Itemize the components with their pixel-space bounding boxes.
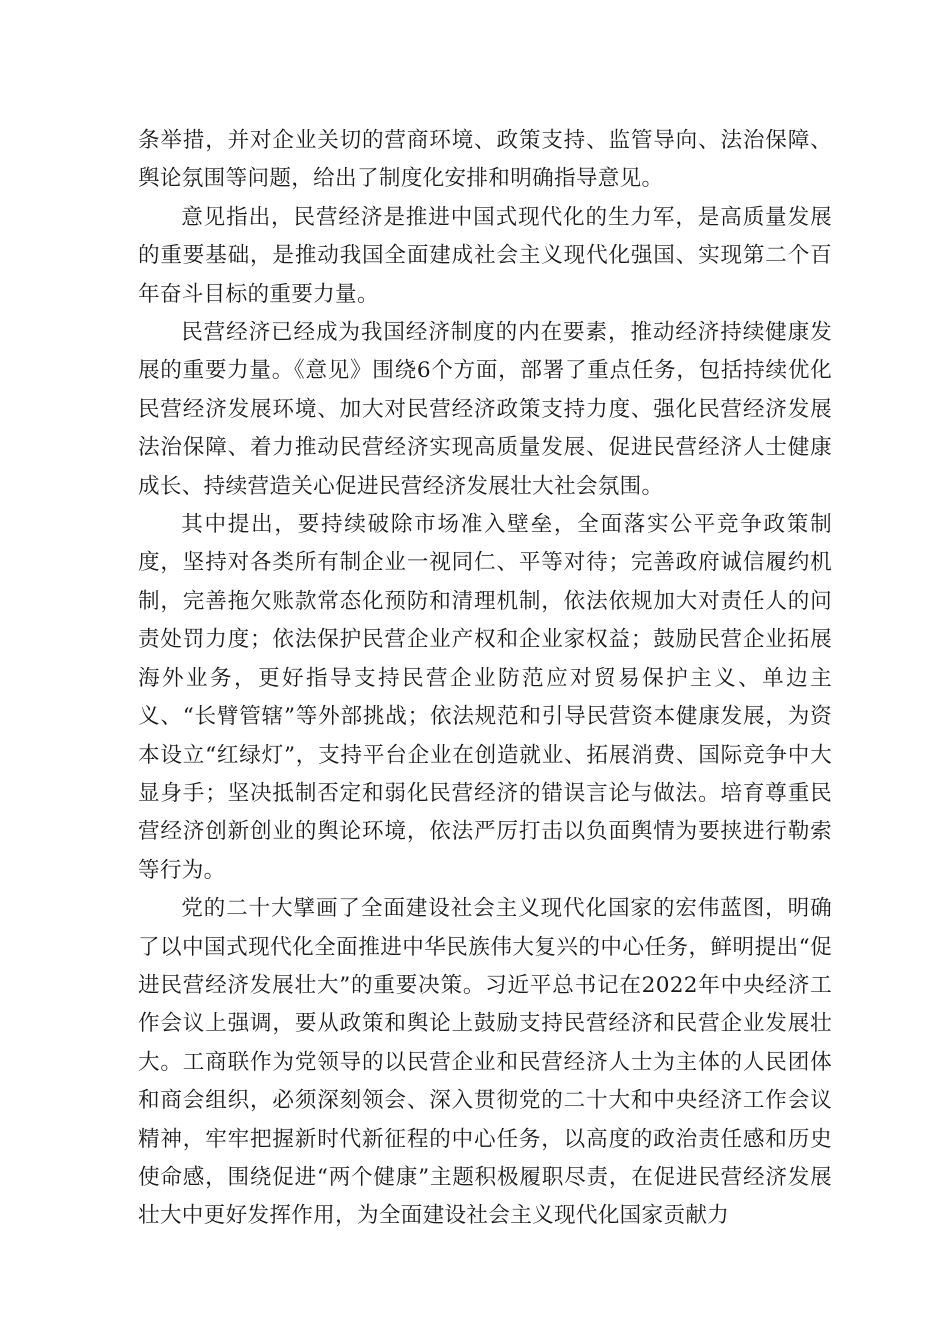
paragraph-1-continuation: 条举措，并对企业关切的营商环境、政策支持、监管导向、法治保障、舆论氛围等问题，给出了制度化安排和明确指导意见。 [138, 128, 832, 192]
paragraph-5: 党的二十大擘画了全面建设社会主义现代化国家的宏伟蓝图，明确了以中国式现代化全面推进中华民族伟大复兴的中心任务，鲜明提出“促进民营经济发展壮大”的重要决策。习近平总书记在2022年中央经济工作会议上强调，要从政策和舆论上鼓励支持民营经济和民营企业发展壮大。工商联作为党领导的以民营企业和民营经济人士为主体的人民团体和商会组织，必须深刻领会、深入贯彻党的二十大和中央经济工作会议精神，牢牢把握新时代新征程的中心任务，以高度的政治责任感和历史使命感，围绕促进“两个健康”主题积极履职尽责，在促进民营经济发展壮大中更好发挥作用，为全面建设社会主义现代化国家贡献力 [138, 896, 832, 1229]
document-body [138, 122, 832, 1236]
paragraph-3: 民营经济已经成为我国经济制度的内在要素，推动经济持续健康发展的重要力量。《意见》围绕6个方面，部署了重点任务，包括持续优化民营经济发展环境、加大对民营经济政策支持力度、强化民营经济发展法治保障、着力推动民营经济实现高质量发展、促进民营经济人士健康成长、持续营造关心促进民营经济发展壮大社会氛围。 [138, 320, 832, 499]
paragraph-2: 意见指出，民营经济是推进中国式现代化的生力军，是高质量发展的重要基础，是推动我国全面建成社会主义现代化强国、实现第二个百年奋斗目标的重要力量。 [138, 204, 832, 307]
paragraph-4: 其中提出，要持续破除市场准入壁垒，全面落实公平竞争政策制度，坚持对各类所有制企业一视同仁、平等对待；完善政府诚信履约机制，完善拖欠账款常态化预防和清理机制，依法依规加大对责任人的问责处罚力度；依法保护民营企业产权和企业家权益；鼓励民营企业拓展海外业务，更好指导支持民营企业防范应对贸易保护主义、单边主义、“长臂管辖”等外部挑战；依法规范和引导民营资本健康发展，为资本设立“红绿灯”，支持平台企业在创造就业、拓展消费、国际竞争中大显身手；坚决抵制否定和弱化民营经济的错误言论与做法。培育尊重民营经济创新创业的舆论环境，依法严厉打击以负面舆情为要挟进行勒索等行为。 [138, 512, 832, 883]
